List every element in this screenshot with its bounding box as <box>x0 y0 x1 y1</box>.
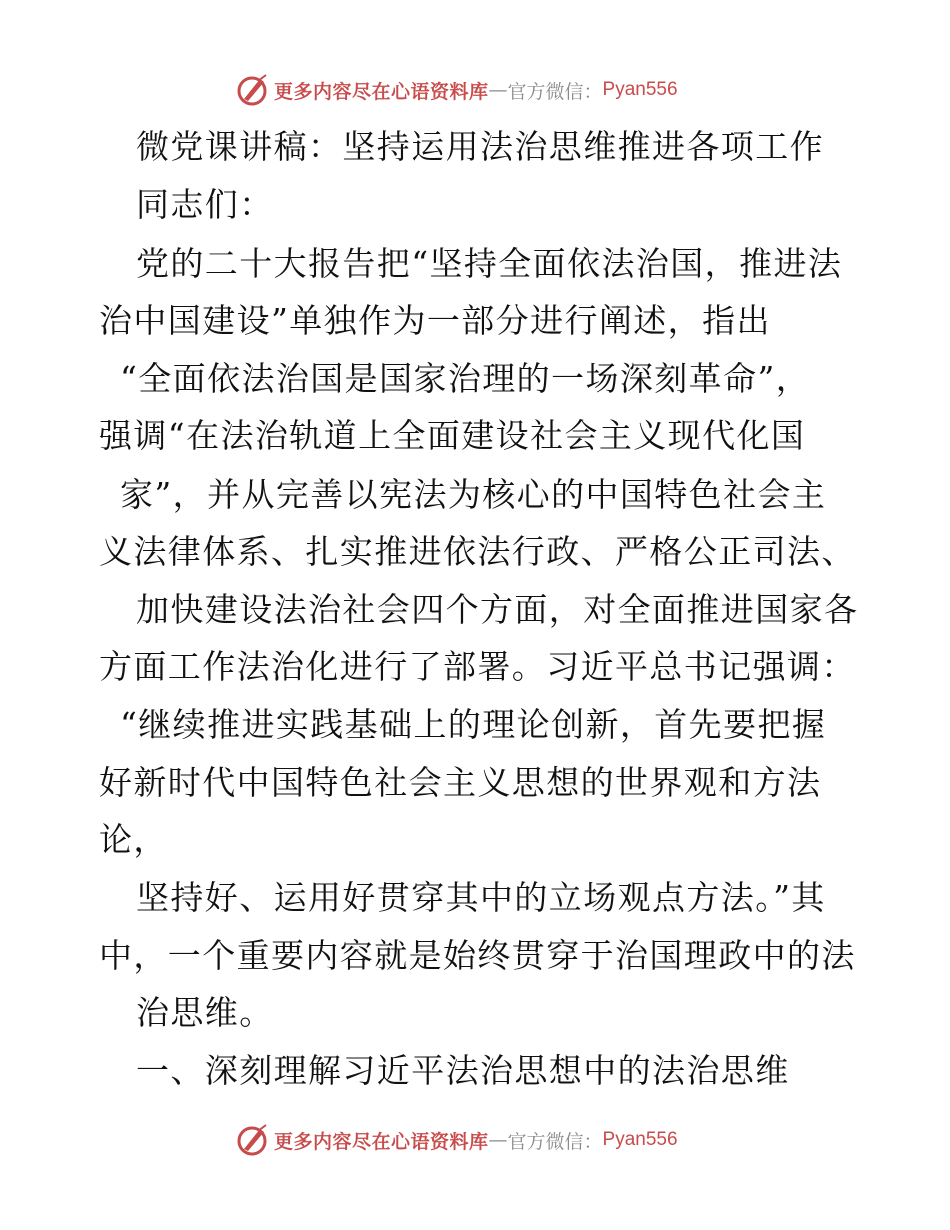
watermark-label: 官方微信： <box>507 1130 603 1153</box>
watermark-banner-top <box>236 72 678 108</box>
text-line: “继续推进实践基础上的理论创新，首先要把握 <box>120 705 827 744</box>
watermark-site: 更多内容尽在心语资料库 <box>274 80 489 103</box>
text-line: 义法律体系、扎实推进依法行政、严格公正司法、 <box>99 532 856 571</box>
watermark-site: 更多内容尽在心语资料库 <box>274 1130 489 1153</box>
text-line: 好新时代中国特色社会主义思想的世界观和方法 <box>99 763 822 802</box>
text-line: 家”，并从完善以宪法为核心的中国特色社会主 <box>120 475 827 514</box>
text-line: 党的二十大报告把“坚持全面依法治国，推进法 <box>136 244 843 283</box>
watermark-dash: — <box>488 79 508 101</box>
document-title: 微党课讲稿：坚持运用法治思维推进各项工作 <box>136 127 824 166</box>
section-heading: 一、深刻理解习近平法治思想中的法治思维 <box>136 1051 790 1090</box>
text-line: 坚持好、运用好贯穿其中的立场观点方法。”其 <box>136 878 826 917</box>
watermark-label: 官方微信： <box>507 80 603 103</box>
watermark-code: Pyan556 <box>602 1129 678 1150</box>
quill-logo-icon <box>236 73 270 107</box>
salutation: 同志们： <box>136 185 274 224</box>
text-line: 加快建设法治社会四个方面，对全面推进国家各 <box>136 590 859 629</box>
watermark-banner-bottom <box>236 1122 678 1158</box>
text-line: 中，一个重要内容就是始终贯穿于治国理政中的法 <box>99 936 856 975</box>
watermark-code: Pyan556 <box>602 79 678 100</box>
watermark-dash: — <box>488 1129 508 1151</box>
text-line: 治中国建设”单独作为一部分进行阐述，指出 <box>99 301 771 340</box>
text-line: 强调“在法治轨道上全面建设社会主义现代化国 <box>99 416 806 455</box>
text-line: “全面依法治国是国家治理的一场深刻革命”， <box>120 359 811 398</box>
quill-logo-icon <box>236 1123 270 1157</box>
text-line: 治思维。 <box>136 993 274 1032</box>
text-line: 方面工作法治化进行了部署。习近平总书记强调： <box>99 647 856 686</box>
text-line: 论， <box>99 820 168 859</box>
